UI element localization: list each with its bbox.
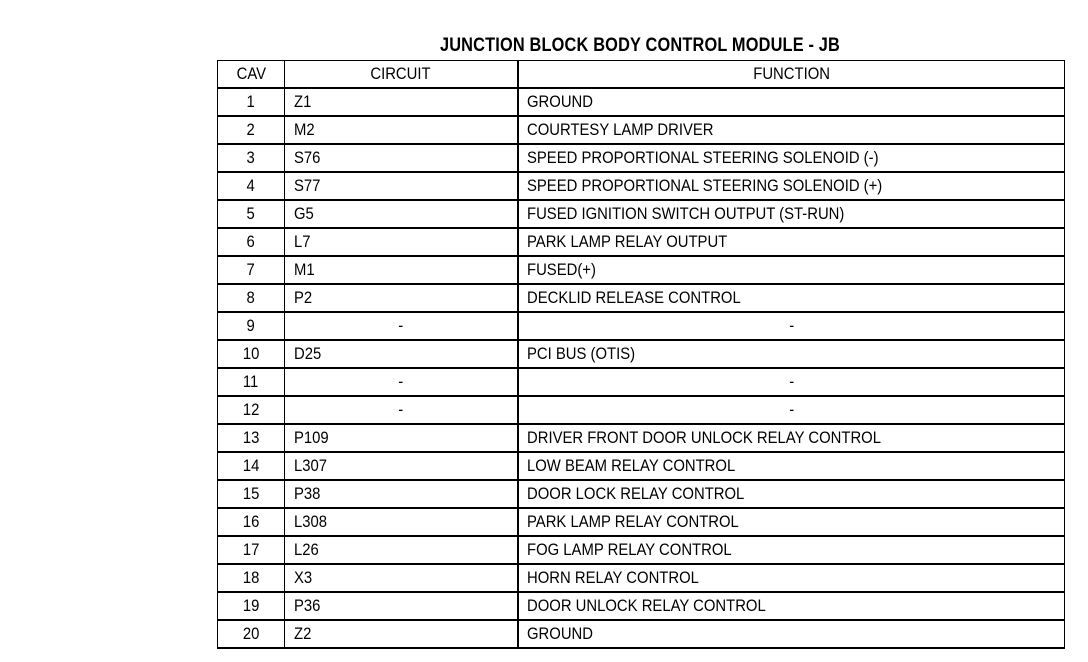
column-header-circuit: CIRCUIT: [285, 61, 518, 89]
table-row: [218, 564, 1065, 592]
circuit-code: -: [285, 396, 518, 424]
table-row: [218, 116, 1065, 144]
cavity-number: 19: [218, 592, 285, 620]
cavity-number: 12: [218, 396, 285, 424]
table-row: [218, 508, 1065, 536]
circuit-function: FOG LAMP RELAY CONTROL: [518, 536, 1065, 564]
circuit-code: M1: [285, 256, 518, 284]
cavity-number: 17: [218, 536, 285, 564]
cavity-number: 5: [218, 200, 285, 228]
table-row: [218, 312, 1065, 340]
circuit-code: L307: [285, 452, 518, 480]
circuit-code: L7: [285, 228, 518, 256]
circuit-code: -: [285, 312, 518, 340]
table-row: [218, 396, 1065, 424]
table-row: [218, 340, 1065, 368]
cavity-number: 2: [218, 116, 285, 144]
circuit-function: DOOR UNLOCK RELAY CONTROL: [518, 592, 1065, 620]
connector-pinout-table: [217, 60, 1065, 649]
circuit-code: L26: [285, 536, 518, 564]
table-row: [218, 368, 1065, 396]
cavity-number: 3: [218, 144, 285, 172]
table-title: JUNCTION BLOCK BODY CONTROL MODULE - JB: [439, 35, 841, 56]
circuit-code: Z1: [285, 88, 518, 116]
circuit-code: S77: [285, 172, 518, 200]
table-row: [218, 200, 1065, 228]
table-row: [218, 424, 1065, 452]
cavity-number: 1: [218, 88, 285, 116]
circuit-function: PARK LAMP RELAY OUTPUT: [518, 228, 1065, 256]
circuit-function: COURTESY LAMP DRIVER: [518, 116, 1065, 144]
circuit-function: -: [518, 368, 1065, 396]
column-header-function: FUNCTION: [518, 61, 1065, 89]
circuit-code: L308: [285, 508, 518, 536]
table-row: [218, 480, 1065, 508]
circuit-function: DOOR LOCK RELAY CONTROL: [518, 480, 1065, 508]
cavity-number: 6: [218, 228, 285, 256]
circuit-function: FUSED IGNITION SWITCH OUTPUT (ST-RUN): [518, 200, 1065, 228]
circuit-code: Z2: [285, 620, 518, 648]
circuit-function: PCI BUS (OTIS): [518, 340, 1065, 368]
cavity-number: 8: [218, 284, 285, 312]
table-row: [218, 620, 1065, 648]
circuit-function: GROUND: [518, 88, 1065, 116]
cavity-number: 14: [218, 452, 285, 480]
circuit-code: P2: [285, 284, 518, 312]
table-row: [218, 172, 1065, 200]
circuit-code: P38: [285, 480, 518, 508]
circuit-code: S76: [285, 144, 518, 172]
circuit-code: P36: [285, 592, 518, 620]
table-row: [218, 256, 1065, 284]
circuit-code: P109: [285, 424, 518, 452]
cavity-number: 13: [218, 424, 285, 452]
circuit-code: M2: [285, 116, 518, 144]
circuit-code: G5: [285, 200, 518, 228]
cavity-number: 18: [218, 564, 285, 592]
cavity-number: 16: [218, 508, 285, 536]
circuit-function: SPEED PROPORTIONAL STEERING SOLENOID (-): [518, 144, 1065, 172]
cavity-number: 7: [218, 256, 285, 284]
circuit-code: -: [285, 368, 518, 396]
header-row: [218, 61, 1065, 89]
cavity-number: 15: [218, 480, 285, 508]
circuit-function: -: [518, 396, 1065, 424]
circuit-function: GROUND: [518, 620, 1065, 648]
table-row: [218, 284, 1065, 312]
table-row: [218, 228, 1065, 256]
cavity-number: 4: [218, 172, 285, 200]
table-row: [218, 592, 1065, 620]
table-body: [218, 88, 1065, 648]
table-row: [218, 88, 1065, 116]
circuit-function: SPEED PROPORTIONAL STEERING SOLENOID (+): [518, 172, 1065, 200]
column-header-cav: CAV: [218, 61, 285, 89]
circuit-code: D25: [285, 340, 518, 368]
circuit-function: FUSED(+): [518, 256, 1065, 284]
circuit-function: HORN RELAY CONTROL: [518, 564, 1065, 592]
table-row: [218, 452, 1065, 480]
circuit-function: PARK LAMP RELAY CONTROL: [518, 508, 1065, 536]
circuit-function: LOW BEAM RELAY CONTROL: [518, 452, 1065, 480]
cavity-number: 20: [218, 620, 285, 648]
cavity-number: 10: [218, 340, 285, 368]
table-row: [218, 536, 1065, 564]
cavity-number: 9: [218, 312, 285, 340]
cavity-number: 11: [218, 368, 285, 396]
circuit-function: -: [518, 312, 1065, 340]
table-row: [218, 144, 1065, 172]
circuit-function: DECKLID RELEASE CONTROL: [518, 284, 1065, 312]
circuit-code: X3: [285, 564, 518, 592]
circuit-function: DRIVER FRONT DOOR UNLOCK RELAY CONTROL: [518, 424, 1065, 452]
